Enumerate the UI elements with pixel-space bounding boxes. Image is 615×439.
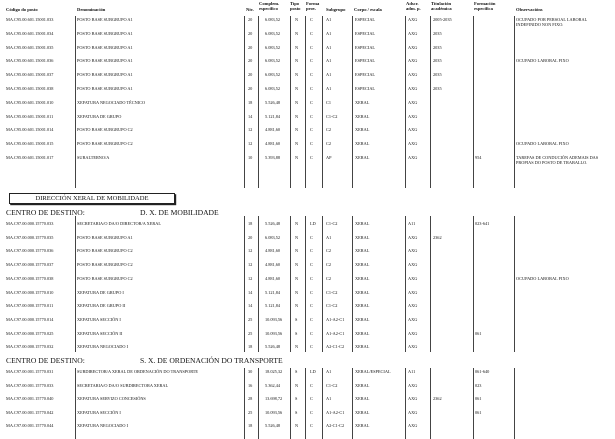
cell-form: 061 <box>475 409 482 415</box>
cell-tipo: N <box>295 141 299 147</box>
table-row <box>0 249 615 258</box>
table-row <box>0 304 615 313</box>
cell-sub: A1 <box>326 44 332 50</box>
cell-level: 12 <box>248 141 253 147</box>
cell-adscr: AXG <box>408 275 418 281</box>
cell-corpo: XERAL <box>355 316 370 322</box>
cell-corpo: ESPECIAL <box>355 86 376 91</box>
cell-name: POSTO BASE SUBGRUPO A1 <box>77 72 133 78</box>
table-row <box>0 411 615 420</box>
cell-level: 20 <box>248 30 253 36</box>
cell-level: 18 <box>248 221 253 226</box>
cell-code: MA.C95.00.601.15001.038 <box>6 86 54 91</box>
cell-code: MA.C95.00.601.15001.034 <box>6 30 54 36</box>
cell-code: MA.C97.00.000.15770.025 <box>6 330 54 336</box>
cell-name: SECRETARIA/O DA/O DIRECTOR/A XERAL <box>77 221 161 226</box>
cell-sub: A2-C1-C2 <box>326 344 345 350</box>
cell-adscr: AXG <box>408 86 418 91</box>
cell-forma: LD <box>310 369 316 374</box>
cell-corpo: XERAL <box>355 382 370 388</box>
cell-tit: 2035 <box>433 58 442 64</box>
cell-corpo: XERAL <box>355 275 370 281</box>
cell-adscr: AXG <box>408 248 418 254</box>
header-denominacion: Denominación <box>77 7 106 12</box>
cell-code: MA.C97.00.001.15770.033 <box>6 382 54 388</box>
header-forma: Forma prov. <box>306 1 320 11</box>
cell-tipo: N <box>295 303 299 309</box>
cell-tipo: N <box>295 423 299 429</box>
table-row <box>0 32 615 41</box>
cell-corpo: XERAL <box>355 396 370 402</box>
cell-sub: C2 <box>326 127 332 133</box>
cell-name: XEFATURA DE GRUPO <box>77 113 122 119</box>
cell-corpo: XERAL <box>355 330 370 336</box>
cell-corpo: XERAL <box>355 303 370 309</box>
table-row <box>0 59 615 68</box>
cell-tit: 2362 <box>433 234 442 240</box>
cell-tipo: N <box>295 262 299 268</box>
cell-forma: C <box>310 303 313 309</box>
cell-comp: 6.083,52 <box>265 58 281 64</box>
cell-code: MA.C95.00.601.15001.015 <box>6 141 54 147</box>
cell-name: XEFATURA SECCIÓN II <box>77 330 123 336</box>
cell-sub: A1-A2-C1 <box>326 316 345 322</box>
cell-adscr: AXG <box>408 141 418 147</box>
cell-name: POSTO BASE SUBGRUPO C2 <box>77 127 133 133</box>
table-row <box>0 156 615 165</box>
cell-form: 061-640 <box>475 369 490 374</box>
cell-name: POSTO BASE SUBGRUPO A1 <box>77 17 133 22</box>
cell-corpo: XERAL <box>355 155 370 160</box>
cell-comp: 6.083,52 <box>265 234 281 240</box>
cell-tipo: N <box>295 99 299 105</box>
cell-sub: C1-C2 <box>326 221 338 226</box>
cell-code: MA.C97.00.001.15770.040 <box>6 396 54 402</box>
cell-corpo: XERAL <box>355 221 370 226</box>
header-subgrupo: Subgrupo <box>326 7 346 12</box>
cell-tit: 2362 <box>433 396 442 402</box>
cell-adscr: AXG <box>408 396 418 402</box>
table-row <box>0 345 615 354</box>
cell-forma: C <box>310 86 313 91</box>
cell-comp: 5.526,48 <box>265 99 281 105</box>
cell-corpo: ESPECIAL <box>355 30 376 36</box>
cell-level: 30 <box>248 369 253 374</box>
cell-comp: 5.526,48 <box>265 344 281 350</box>
cell-forma: C <box>310 344 313 350</box>
cell-comp: 5.393,88 <box>265 155 281 160</box>
cell-tipo: N <box>295 155 299 160</box>
cell-code: MA.C97.00.000.15770.011 <box>6 303 54 309</box>
cell-level: 20 <box>248 17 253 22</box>
cell-obs: TAREFAS DE CONDUCIÓN ADEMAIS DAS PROPIAS DO POSTO DE TRABALLO. <box>516 155 599 165</box>
cell-adscr: AXG <box>408 155 418 160</box>
cell-corpo: ESPECIAL <box>355 58 376 64</box>
header-formacion: Formación específica <box>474 1 496 11</box>
cell-sub: C2 <box>326 141 332 147</box>
cell-name: POSTO BASE SUBGRUPO C2 <box>77 275 133 281</box>
cell-name: POSTO BASE SUBGRUPO C2 <box>77 141 133 147</box>
cell-forma: C <box>310 330 313 336</box>
cell-sub: A2-C1-C2 <box>326 423 345 429</box>
table-row <box>0 370 615 379</box>
cell-forma: C <box>310 17 313 22</box>
cell-tipo: N <box>295 113 299 119</box>
cell-tipo: N <box>295 382 299 388</box>
cell-tit: 2005-2035 <box>433 17 452 22</box>
cell-name: POSTO BASE SUBGRUPO A1 <box>77 58 133 64</box>
header-observacions: Observacións <box>516 7 543 12</box>
cell-corpo: XERAL <box>355 141 370 147</box>
cell-tipo: N <box>295 221 299 226</box>
cell-forma: C <box>310 99 313 105</box>
centro-name-mobilidade: D. X. DE MOBILIDADE <box>140 208 219 217</box>
cell-adscr: AXG <box>408 30 418 36</box>
cell-adscr: AXG <box>408 344 418 350</box>
cell-forma: C <box>310 396 313 402</box>
cell-level: 25 <box>248 330 253 336</box>
cell-adscr: AXG <box>408 409 418 415</box>
cell-tipo: S <box>295 316 298 322</box>
cell-obs: OCUPADO POR PERSOAL LABORAL INDEFINIDO NON FIXO. <box>516 17 588 27</box>
cell-code: MA.C97.00.000.15770.036 <box>6 248 54 254</box>
cell-name: XEFATURA SECCIÓN I <box>77 316 121 322</box>
cell-code: MA.C97.00.000.15770.038 <box>6 275 54 281</box>
cell-code: MA.C97.00.000.15770.010 <box>6 289 54 295</box>
centro-label-mobilidade: CENTRO DE DESTINO: <box>6 208 85 217</box>
cell-forma: C <box>310 262 313 268</box>
cell-level: 14 <box>248 289 253 295</box>
cell-name: POSTO BASE SUBGRUPO C2 <box>77 248 133 254</box>
cell-code: MA.C97.00.000.15770.037 <box>6 262 54 268</box>
cell-sub: C1-C2 <box>326 382 338 388</box>
cell-forma: C <box>310 141 313 147</box>
cell-name: XEFATURA DE GRUPO I <box>77 289 124 295</box>
cell-comp: 6.083,52 <box>265 30 281 36</box>
table-row <box>0 384 615 393</box>
cell-forma: C <box>310 155 313 160</box>
table-row <box>0 236 615 245</box>
cell-corpo: XERAL/ESPECIAL <box>355 369 391 374</box>
cell-comp: 10.093,56 <box>265 316 283 322</box>
table-row <box>0 46 615 55</box>
cell-name: POSTO BASE SUBGRUPO A1 <box>77 44 133 50</box>
cell-forma: C <box>310 44 313 50</box>
cell-sub: AP <box>326 155 332 160</box>
cell-adscr: A11 <box>408 221 416 226</box>
cell-forma: C <box>310 234 313 240</box>
cell-forma: C <box>310 58 313 64</box>
cell-level: 20 <box>248 72 253 78</box>
centro-label-transporte: CENTRO DE DESTINO: <box>6 356 85 365</box>
table-row <box>0 128 615 137</box>
cell-level: 12 <box>248 248 253 254</box>
cell-sub: A1-A2-C1 <box>326 409 345 415</box>
cell-level: 12 <box>248 262 253 268</box>
cell-form: 954 <box>475 155 482 160</box>
cell-code: MA.C97.00.000.15770.032 <box>6 344 54 350</box>
cell-form: 023 <box>475 382 482 388</box>
cell-code: MA.C95.00.601.15001.014 <box>6 127 54 133</box>
cell-name: SECRETARIA/O DA/O SUBDIRECTORA XERAL <box>77 382 169 388</box>
cell-tipo: N <box>295 275 299 281</box>
cell-sub: C2 <box>326 248 332 254</box>
cell-comp: 4.881,60 <box>265 248 281 254</box>
cell-form: 023-641 <box>475 221 490 226</box>
cell-code: MA.C97.00.000.15770.033 <box>6 221 54 226</box>
cell-code: MA.C97.00.000.15770.014 <box>6 316 54 322</box>
cell-forma: C <box>310 289 313 295</box>
header-complemento: Complem. específico <box>259 1 280 11</box>
cell-adscr: A11 <box>408 369 416 374</box>
cell-corpo: ESPECIAL <box>355 44 376 50</box>
cell-sub: C1-C2 <box>326 289 338 295</box>
table-row <box>0 263 615 272</box>
table-row <box>0 397 615 406</box>
cell-code: MA.C95.00.601.15001.010 <box>6 99 54 105</box>
cell-adscr: AXG <box>408 330 418 336</box>
cell-forma: C <box>310 275 313 281</box>
centro-name-transporte: S. X. DE ORDENACIÓN DO TRANSPORTE <box>140 356 283 365</box>
cell-adscr: AXG <box>408 127 418 133</box>
cell-comp: 6.083,52 <box>265 44 281 50</box>
cell-corpo: XERAL <box>355 289 370 295</box>
cell-level: 18 <box>248 423 253 429</box>
cell-corpo: ESPECIAL <box>355 72 376 78</box>
cell-obs: OCUPADO LABORAL FIXO <box>516 58 569 64</box>
cell-corpo: XERAL <box>355 99 370 105</box>
cell-forma: C <box>310 30 313 36</box>
table-row <box>0 142 615 151</box>
cell-adscr: AXG <box>408 58 418 64</box>
cell-sub: A1 <box>326 30 332 36</box>
header-corpo: Corpo / escala <box>354 7 382 12</box>
cell-adscr: AXG <box>408 262 418 268</box>
cell-forma: C <box>310 409 313 415</box>
cell-comp: 4.881,60 <box>265 275 281 281</box>
cell-code: MA.C97.00.001.15770.042 <box>6 409 54 415</box>
cell-tit: 2035 <box>433 44 442 50</box>
cell-level: 20 <box>248 58 253 64</box>
cell-comp: 6.083,52 <box>265 72 281 78</box>
cell-corpo: XERAL <box>355 234 370 240</box>
header-nivel: Niv. <box>246 7 254 12</box>
cell-sub: A1 <box>326 17 332 22</box>
cell-comp: 5.362,44 <box>265 382 281 388</box>
cell-tipo: N <box>295 72 299 78</box>
cell-comp: 6.083,52 <box>265 17 281 22</box>
cell-tipo: S <box>295 369 298 374</box>
cell-tipo: N <box>295 248 299 254</box>
cell-adscr: AXG <box>408 316 418 322</box>
cell-comp: 4.881,60 <box>265 141 281 147</box>
cell-tipo: N <box>295 344 299 350</box>
cell-comp: 18.025,32 <box>265 369 283 374</box>
cell-form: 061 <box>475 330 482 336</box>
section-title: DIRECCIÓN XERAL DE MOBILIDADE <box>9 193 175 204</box>
table-row <box>0 332 615 341</box>
cell-form: 061 <box>475 396 482 402</box>
cell-sub: A1 <box>326 234 332 240</box>
cell-tipo: S <box>295 396 298 402</box>
cell-adscr: AXG <box>408 289 418 295</box>
cell-tipo: N <box>295 30 299 36</box>
cell-name: POSTO BASE SUBGRUPO C2 <box>77 262 133 268</box>
cell-code: MA.C95.00.601.15001.035 <box>6 44 54 50</box>
cell-name: XEFATURA DE GRUPO II <box>77 303 126 309</box>
cell-corpo: XERAL <box>355 262 370 268</box>
cell-name: SUBALTERNO/A <box>77 155 110 160</box>
cell-name: XEFATURA SECCIÓN I <box>77 409 121 415</box>
cell-sub: C2 <box>326 262 332 268</box>
cell-corpo: XERAL <box>355 409 370 415</box>
cell-sub: A1 <box>326 58 332 64</box>
cell-sub: A1 <box>326 396 332 402</box>
table-row <box>0 277 615 286</box>
cell-corpo: ESPECIAL <box>355 17 376 22</box>
cell-comp: 4.881,60 <box>265 127 281 133</box>
cell-tipo: N <box>295 234 299 240</box>
table-row <box>0 424 615 433</box>
cell-sub: C2 <box>326 275 332 281</box>
cell-sub: C1 <box>326 99 332 105</box>
header-codigo: Código do posto <box>6 7 38 12</box>
cell-forma: C <box>310 127 313 133</box>
cell-tipo: N <box>295 127 299 133</box>
cell-name: POSTO BASE SUBGRUPO A1 <box>77 234 133 240</box>
cell-sub: A1 <box>326 72 332 78</box>
cell-code: MA.C95.00.601.15001.011 <box>6 113 54 119</box>
cell-level: 25 <box>248 316 253 322</box>
cell-code: MA.C95.00.601.15001.036 <box>6 58 54 64</box>
cell-code: MA.C97.00.001.15770.044 <box>6 423 54 429</box>
cell-level: 12 <box>248 275 253 281</box>
cell-comp: 13.698,72 <box>265 396 283 402</box>
cell-forma: C <box>310 423 313 429</box>
cell-corpo: XERAL <box>355 248 370 254</box>
cell-comp: 5.121,84 <box>265 113 281 119</box>
cell-comp: 6.083,52 <box>265 86 281 91</box>
cell-code: MA.C97.00.000.15770.035 <box>6 234 54 240</box>
cell-corpo: XERAL <box>355 127 370 133</box>
header-tipo: Tipo posto <box>290 1 301 11</box>
cell-tipo: N <box>295 44 299 50</box>
cell-corpo: XERAL <box>355 344 370 350</box>
cell-tit: 2035 <box>433 30 442 36</box>
cell-code: MA.C95.00.601.15001.017 <box>6 155 54 160</box>
cell-comp: 5.121,84 <box>265 303 281 309</box>
cell-comp: 5.526,48 <box>265 423 281 429</box>
cell-name: XEFATURA NEGOCIADO I <box>77 423 129 429</box>
cell-comp: 10.093,56 <box>265 409 283 415</box>
cell-comp: 10.093,56 <box>265 330 283 336</box>
cell-adscr: AXG <box>408 382 418 388</box>
cell-tipo: S <box>295 330 298 336</box>
cell-name: XEFATURA SERVIZO CONCESIÓNS <box>77 396 146 402</box>
cell-level: 18 <box>248 99 253 105</box>
cell-level: 16 <box>248 382 253 388</box>
cell-level: 14 <box>248 113 253 119</box>
cell-tit: 2035 <box>433 86 442 91</box>
cell-level: 10 <box>248 155 253 160</box>
cell-level: 20 <box>248 234 253 240</box>
cell-name: POSTO BASE SUBGRUPO A1 <box>77 86 133 91</box>
cell-name: POSTO BASE SUBGRUPO A1 <box>77 30 133 36</box>
cell-adscr: AXG <box>408 17 418 22</box>
cell-tipo: S <box>295 409 298 415</box>
cell-level: 12 <box>248 127 253 133</box>
cell-adscr: AXG <box>408 303 418 309</box>
table-row <box>0 115 615 124</box>
cell-tipo: N <box>295 58 299 64</box>
cell-obs: OCUPADO LABORAL FIXO <box>516 141 569 147</box>
table-row <box>0 18 615 27</box>
cell-adscr: AXG <box>408 234 418 240</box>
cell-name: SUBDIRECTOR/A XERAL DE ORDENACIÓN DO TRANSPORTE <box>77 369 199 374</box>
table-row <box>0 291 615 300</box>
cell-corpo: XERAL <box>355 423 370 429</box>
table-row <box>0 101 615 110</box>
cell-sub: A1 <box>326 369 332 374</box>
cell-adscr: AXG <box>408 72 418 78</box>
cell-sub: C1-C2 <box>326 113 338 119</box>
cell-level: 20 <box>248 44 253 50</box>
cell-sub: A1-A2-C1 <box>326 330 345 336</box>
cell-tipo: N <box>295 289 299 295</box>
cell-adscr: AXG <box>408 99 418 105</box>
cell-corpo: XERAL <box>355 113 370 119</box>
header-titulacion: Titulación académica <box>431 1 452 11</box>
cell-name: XEFATURA NEGOCIADO TÉCNICO <box>77 99 146 105</box>
cell-forma: C <box>310 113 313 119</box>
cell-adscr: AXG <box>408 113 418 119</box>
cell-forma: C <box>310 72 313 78</box>
cell-forma: C <box>310 382 313 388</box>
table-row <box>0 87 615 96</box>
cell-comp: 5.526,48 <box>265 221 281 226</box>
cell-level: 28 <box>248 396 253 402</box>
cell-forma: C <box>310 248 313 254</box>
table-row <box>0 222 615 231</box>
cell-sub: A1 <box>326 86 332 91</box>
cell-adscr: AXG <box>408 423 418 429</box>
cell-obs: OCUPADO LABORAL FIXO <box>516 275 569 281</box>
cell-sub: C1-C2 <box>326 303 338 309</box>
table-row <box>0 318 615 327</box>
cell-tipo: N <box>295 17 299 22</box>
cell-tipo: N <box>295 86 299 91</box>
cell-tit: 2035 <box>433 72 442 78</box>
cell-adscr: AXG <box>408 44 418 50</box>
cell-level: 20 <box>248 86 253 91</box>
cell-comp: 5.121,84 <box>265 289 281 295</box>
cell-code: MA.C95.00.601.15001.033 <box>6 17 54 22</box>
cell-comp: 4.881,60 <box>265 262 281 268</box>
cell-name: XEFATURA NEGOCIADO I <box>77 344 129 350</box>
cell-level: 25 <box>248 409 253 415</box>
cell-code: MA.C97.00.001.15770.031 <box>6 369 54 374</box>
header-adscripcion: Adscr. adm. p. <box>406 1 421 11</box>
cell-level: 18 <box>248 344 253 350</box>
cell-forma: LD <box>310 221 316 226</box>
cell-level: 14 <box>248 303 253 309</box>
cell-code: MA.C95.00.601.15001.037 <box>6 72 54 78</box>
table-row <box>0 73 615 82</box>
cell-forma: C <box>310 316 313 322</box>
